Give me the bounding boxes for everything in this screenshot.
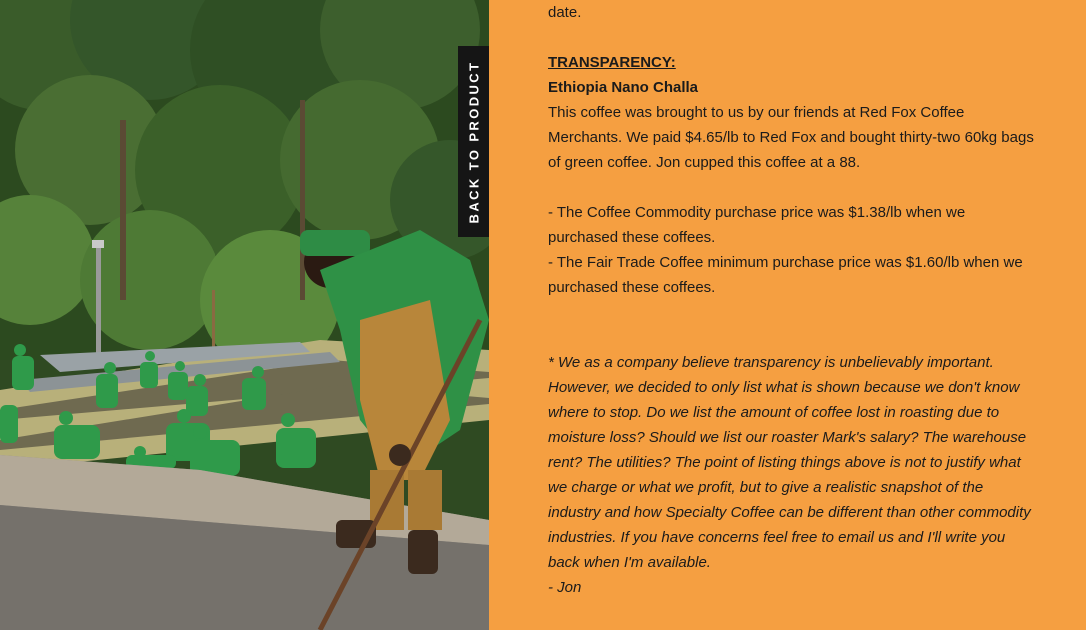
intro-paragraph: This coffee was brought to us by our friends at Red Fox Coffee Merchants. We paid $4.65/lb to Red Fox and bought thirty-two 60kg bags of green coffee. Jon cupped this coffee at a 88. — [548, 104, 1034, 171]
back-to-product-label: BACK TO PRODUCT — [466, 60, 481, 223]
transparency-panel — [489, 0, 1086, 630]
coffee-name: Ethiopia Nano Challa — [548, 79, 699, 96]
coffee-farm-photo-illustration — [0, 0, 489, 630]
signature: - Jon — [548, 579, 582, 596]
back-to-product-tab[interactable] — [458, 46, 489, 237]
date-fragment: date. — [548, 4, 582, 21]
commodity-price-bullet: - The Coffee Commodity purchase price was $1.38/lb when we purchased these coffees. — [548, 204, 966, 246]
transparency-heading: TRANSPARENCY: — [548, 54, 676, 71]
transparency-note: * We as a company believe transparency is unbelievably important. However, we decided to only list what is shown because we don't know where to stop. Do we list the amount of coffee lost in roasting due to moisture loss? Should we list our roaster Mark's salary? The warehouse rent? The utilities? The point of listing things above is not to justify what we charge or what we profit, but to give a realistic snapshot of the industry and how Specialty Coffee can be different than other commodity industries. If you have concerns feel free to email us and I'll write you back when I'm available. — [548, 354, 1031, 571]
fair-trade-price-bullet: - The Fair Trade Coffee minimum purchase price was $1.60/lb when we purchased these coffees. — [548, 254, 1023, 296]
product-photo — [0, 0, 489, 630]
